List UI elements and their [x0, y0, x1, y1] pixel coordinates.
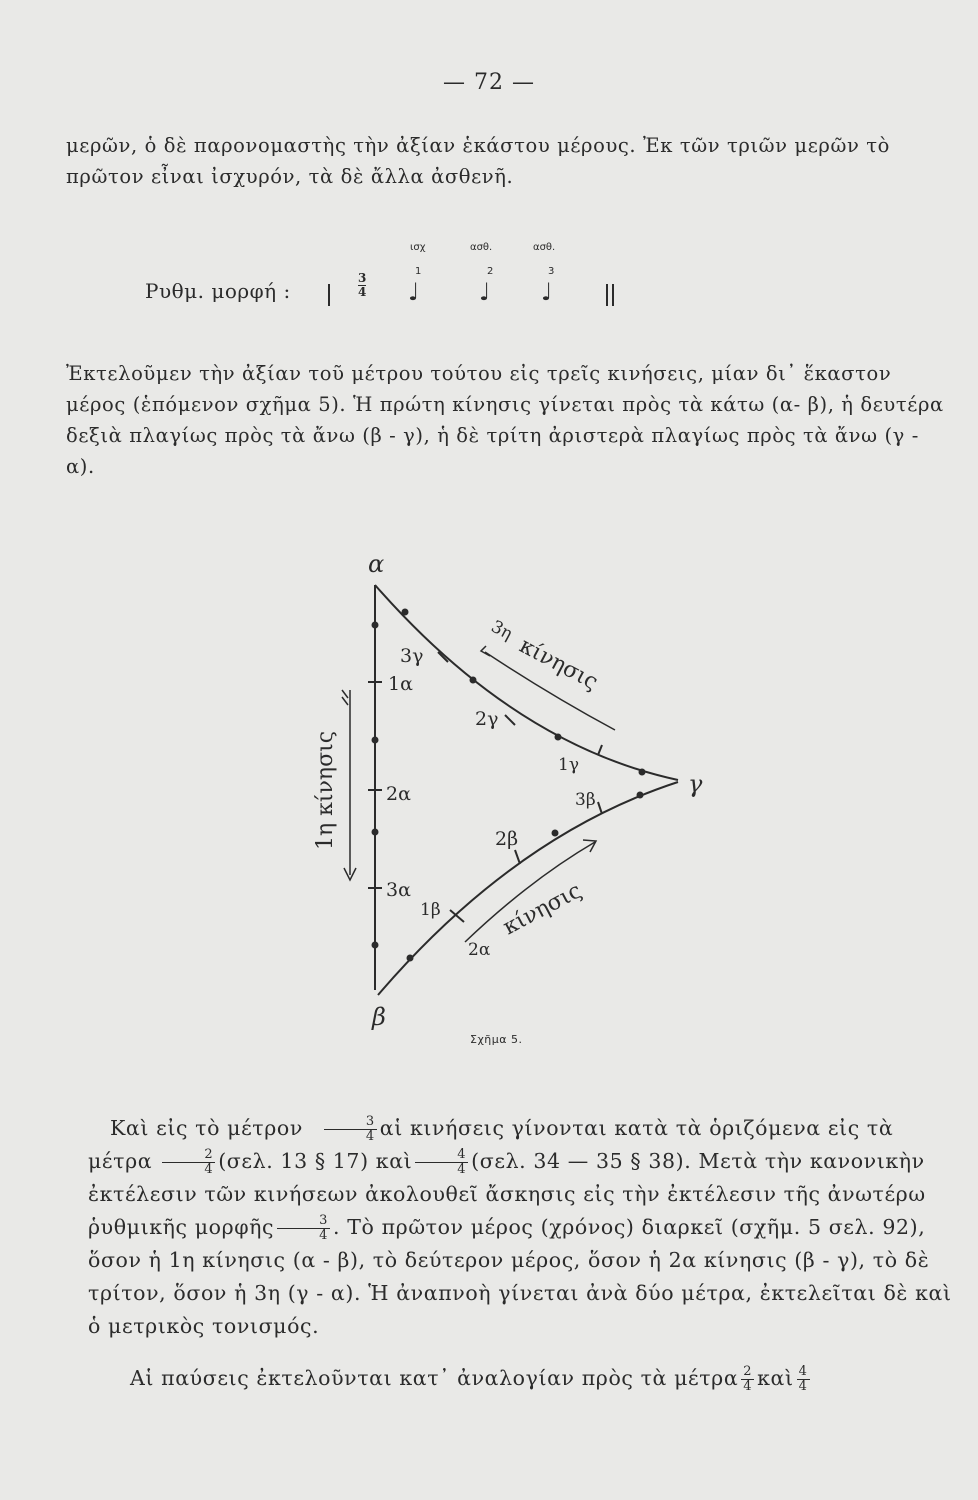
text-run: καὶ: [757, 1366, 794, 1390]
mark-1g: 1γ: [558, 755, 579, 775]
end-barline: [606, 284, 608, 306]
mark-1b: 1β: [420, 900, 441, 920]
time-signature: [358, 272, 366, 299]
weak-beat-tag: ασθ.: [470, 242, 493, 253]
text-run: Καὶ εἰς τὸ μέτρον: [110, 1116, 303, 1140]
vertex-gamma: γ: [688, 770, 703, 798]
quarter-note-icon: ♩: [408, 278, 420, 306]
fraction-numerator: 2: [743, 1364, 753, 1379]
vertex-beta: β: [372, 1003, 386, 1030]
vertex-alpha: α: [368, 550, 385, 578]
fraction-3-4: [324, 1115, 377, 1144]
curve-beta-gamma: [378, 782, 678, 995]
fraction-numerator: 2: [162, 1148, 215, 1163]
mark-2g: 2γ: [475, 708, 499, 730]
text-run: (σελ. 34 — 35 § 38). Μετὰ τὴν κανονικὴν ἐκτέλεσιν τῶν κινήσεων ἀκολουθεῖ ἄσκησις εἰς τὴν ἐκτέλεσιν τῆς ἀνωτέρω ῥυθμικῆς μορφῆς: [88, 1149, 926, 1239]
motion1-label: 1η κίνησις: [313, 730, 338, 850]
paragraph-intro: μερῶν, ὁ δὲ παρονομαστὴς τὴν ἀξίαν ἑκάστου μέρους. Ἐκ τῶν τριῶν μερῶν τὸ πρῶτον εἶναι ἰσχυρόν, τὰ δὲ ἄλλα ἀσθενῆ.: [66, 134, 890, 188]
start-barline: [328, 284, 330, 306]
beat-number: 3: [548, 266, 555, 277]
motion3-number: 3η: [487, 616, 516, 645]
quarter-note-icon: ♩: [479, 278, 491, 306]
mark-2b: 2β: [495, 828, 519, 850]
text-run: Αἱ παύσεις ἐκτελοῦνται κατ᾽ ἀναλογίαν πρὸς τὰ μέτρα: [130, 1366, 739, 1390]
fraction-4-4: [415, 1148, 468, 1177]
mark-3a: 3α: [386, 879, 411, 901]
paragraph-pauses: [130, 1362, 930, 1395]
motion3-label: κίνησις: [515, 633, 602, 696]
rhythm-form: [145, 242, 645, 322]
fraction-denominator: 4: [798, 1379, 808, 1394]
paragraph-exercise: [88, 1112, 960, 1343]
motion2-label: κίνησις: [499, 878, 586, 941]
fraction-denominator: 4: [457, 1162, 467, 1177]
mark-3b: 3β: [575, 790, 596, 810]
fraction-3-4: [277, 1214, 330, 1243]
paragraph-motions: Ἐκτελοῦμεν τὴν ἀξίαν τοῦ μέτρου τούτου εἰς τρεῖς κινήσεις, μίαν δι᾽ ἕκαστον μέρος (ἑπόμενον σχῆμα 5). Ἡ πρώτη κίνησις γίνεται πρὸς τὰ κάτω (α- β), ἡ δευτέρα δεξιὰ πλαγίως πρὸς τὰ ἄνω (β - γ), ἡ δὲ τρίτη ἀριστερὰ πλαγίως πρὸς τὰ ἄνω (γ - α).: [66, 362, 944, 478]
fraction-numerator: 3: [277, 1214, 330, 1229]
rhythm-label: Ρυθμ. μορφή :: [145, 279, 291, 303]
figure-caption: Σχῆμα 5.: [470, 1033, 523, 1046]
weak-beat-tag: ασθ.: [533, 242, 556, 253]
beat-number: 1: [415, 266, 422, 277]
beat-number: 2: [487, 266, 494, 277]
motion2-number: 2α: [468, 940, 491, 960]
fraction-denominator: 4: [204, 1162, 214, 1177]
text-run: . Τὸ πρῶτον μέρος (χρόνος) διαρκεῖ (σχῆμ. 5 σελ. 92), ὅσον ἡ 1η κίνησις (α - β), τὸ δεύτερον μέρος, ὅσον ἡ 2α κίνησις (β - γ), τὸ δὲ τρίτον, ὅσον ἡ 3η (γ - α). Ἡ ἀναπνοὴ γίνεται ἀνὰ δύο μέτρα, ἐκτελεῖται δὲ καὶ ὁ μετρικὸς τονισμός.: [88, 1215, 952, 1338]
mark-3g: 3γ: [400, 645, 424, 667]
fraction-4-4: [797, 1365, 810, 1394]
end-barline: [612, 284, 614, 306]
quarter-note-icon: ♩: [541, 278, 553, 306]
fraction-numerator: 4: [798, 1364, 808, 1379]
fraction-2-4: [162, 1148, 215, 1177]
text-run: αἱ κινήσεις γίνονται κατὰ τὰ ὁριζόμενα εἰς τὰ μέτρα: [88, 1116, 894, 1173]
fraction-2-4: [741, 1365, 754, 1394]
mark-2a: 2α: [386, 783, 411, 805]
fraction-numerator: 4: [415, 1148, 468, 1163]
time-signature-numerator: 3: [358, 271, 367, 285]
text-run: (σελ. 13 § 17) καὶ: [218, 1149, 413, 1173]
fraction-denominator: 4: [319, 1228, 329, 1243]
fraction-numerator: 3: [324, 1115, 377, 1130]
time-signature-denominator: 4: [358, 285, 367, 299]
curve-alpha-gamma: [375, 585, 678, 780]
page-number: — 72 —: [443, 70, 535, 95]
strong-beat-tag: ισχ: [410, 242, 426, 253]
fraction-denominator: 4: [743, 1379, 753, 1394]
mark-1a: 1α: [388, 673, 413, 695]
fraction-denominator: 4: [365, 1129, 375, 1144]
conducting-diagram: [290, 550, 730, 1030]
